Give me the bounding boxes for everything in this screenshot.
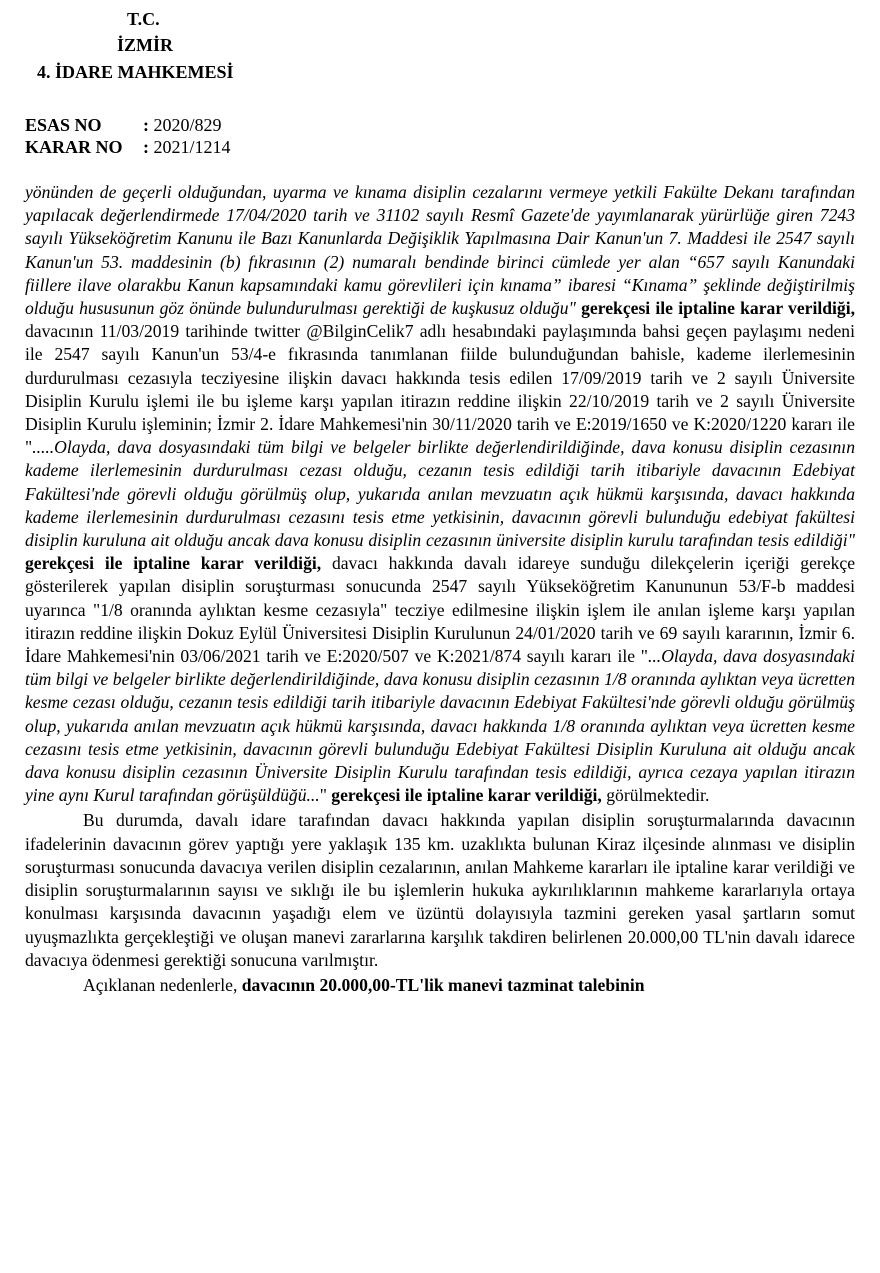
esas-no-separator: : [143,115,149,135]
ruling-bold-3: gerekçesi ile iptaline karar verildiği, [326,785,602,806]
ruling-bold-1: gerekçesi ile iptaline karar verildiği, [575,298,855,319]
paragraph-conclusion: Bu durumda, davalı idare tarafından davacı hakkında yapılan disiplin soruşturmalarında davacının ifadelerinin davacının görev yaptığı yere yaklaşık 135 km. uzaklıkta bulunan Kiraz ilçesinde alınması ve disiplin soruşturması sonucunda davacıya verilen disiplin cezalarının, anılan Mahkeme kararları ile iptaline karar verildiği ve disiplin soruşturmalarının sayısı ve sıklığı ile bu işlemlerin hukuka aykırılıklarının mahkeme kararlarıyla ortaya konulması karşısında davacının yaşadığı elem ve üzüntü dolayısıyla tazmini gereken yasal şartların somut uyuşmazlıkta gerçekleştiği ve oluşan manevi zararlarına karşılık takdiren belirlenen 20.000,00 TL'nin davalı idarece davacıya ödenmesi gerektiği sonucuna varılmıştır. [25,810,855,970]
document-body [25,181,855,997]
text-plain-1: davacının 11/03/2019 tarihinde twitter @BilginCelik7 adlı hesabındaki paylaşımında bahsi geçen paylaşımı nedeni ile 2547 sayılı Kanun'un 53/4-e fıkrasında tanımlanan fiilde bulunduğundan bahisle, kademe ilerlemesinin durdurulması cezasıyla tecziyesine ilişkin davacı hakkında tesis edilen 17/09/2019 tarih ve 2 sayılı Üniversite Disiplin Kurulu işlemi ile bu işleme karşı yapılan itirazın reddine ilişkin 22/10/2019 tarih ve 2 sayılı Üniversite Disiplin Kurulu işleminin; İzmir 2. İdare Mahkemesi'nin 30/11/2020 tarih ve E:2019/1650 ve K:2020/1220 kararı ile " [25,321,855,458]
ruling-bold-2: gerekçesi ile iptaline karar verildiği, [25,553,322,574]
text-plain-4: görülmektedir. [601,785,710,806]
esas-no-label: ESAS NO [25,115,102,135]
text-plain-3: " [319,785,327,806]
quote-italic-3: ...Olayda, dava dosyasındaki tüm bilgi ve belgeler birlikte değerlendirildiğinde, dava konusu disiplin cezasının 1/8 oranında aylıktan veya ücretten kesme cezası olduğu, cezanın tesis edildiği tarih itibariyle davacının Edebiyat Fakültesi'nde görevli olduğu görülmüş olup, yukarıda anılan mevzuatın açık hükmü karşısında, davacı hakkında 1/8 oranında aylıktan veya ücretten kesme cezasını tesis etme yetkisinin, davacının görevli bulunduğu Edebiyat Fakültesi Disiplin Kuruluna ait olduğu ancak dava konusu disiplin cezasının Üniversite Disiplin Kurulu tarafından tesis edildiği, ayrıca cezaya yapılan itirazın yine aynı Kurul tarafından görüşüldüğü... [25,646,855,806]
esas-no-value: 2020/829 [153,115,222,135]
esas-no-row [25,114,222,136]
quote-italic-1: yönünden de geçerli olduğundan, uyarma ve kınama disiplin cezalarını vermeye yetkili Fakülte Dekanı tarafından yapılacak değerlendirmede 17/04/2020 tarih ve 31102 sayılı Resmî Gazete'de yayımlanarak yürürlüğe giren 7243 sayılı Yükseköğretim Kanunu ile Bazı Kanunlarda Değişiklik Yapılmasına Dair Kanun'un 7. Maddesi ile 2547 sayılı Kanun'un 53. maddesinin (b) fıkrasının (2) numaralı bendinde birinci cümlede yer alan “657 sayılı Kanundaki fiillere ilave olarakbu Kanun kapsamındaki kamu görevlileri için kınama” ibaresi “Kınama” şeklinde değiştirilmiş olduğu hususunun göz önünde bulundurulması gerektiği de kuşkusuz olduğu" [25,182,855,319]
karar-no-separator: : [143,137,149,157]
header-country: T.C. [127,9,160,29]
karar-no-row [25,136,231,158]
paragraph-reasons [25,974,855,997]
reasons-bold: davacının 20.000,00-TL'lik manevi tazminat talebinin [237,974,645,995]
quote-italic-2: .....Olayda, dava dosyasındaki tüm bilgi ve belgeler birlikte değerlendirildiğinde, dava konusu disiplin cezasının kademe ilerlemesinin durdurulması cezası olduğu, cezanın tesis edildiği tarih itibariyle davacının Edebiyat Fakültesi'nde görevli olduğu görülmüş olup, yukarıda anılan mevzuatın açık hükmü karşısında, davacı hakkında kademe ilerlemesinin durdurulması cezasını tesis etme yetkisinin, davacının görevli bulunduğu edebiyat fakültesi disiplin kuruluna ait olduğu ancak dava konusu disiplin cezasının üniversite disiplin kurulu tarafından tesis edildiği" [25,437,855,551]
header-city: İZMİR [117,35,174,55]
karar-no-label: KARAR NO [25,137,123,157]
header-court: 4. İDARE MAHKEMESİ [37,62,234,82]
karar-no-value: 2021/1214 [153,137,231,157]
paragraph-prior-decisions [25,181,855,807]
text-plain-2: davacı hakkında davalı idareye sunduğu dilekçelerin içeriği gerekçe gösterilerek yapılan disiplin soruşturması sonucunda 2547 sayılı Yükseköğretim Kanununun 53/F-b maddesi uyarınca "1/8 oranında aylıktan kesme cezasıyla" tecziye edilmesine ilişkin işlem ile anılan işleme karşı yapılan itirazın reddine ilişkin Dokuz Eylül Üniversitesi Disiplin Kurulunun 24/01/2020 tarih ve 69 sayılı kararının, İzmir 6. İdare Mahkemesi'nin 03/06/2021 tarih ve E:2020/507 ve K:2021/874 sayılı kararı ile " [25,553,855,667]
reasons-plain: Açıklanan nedenlerle, [83,974,238,995]
